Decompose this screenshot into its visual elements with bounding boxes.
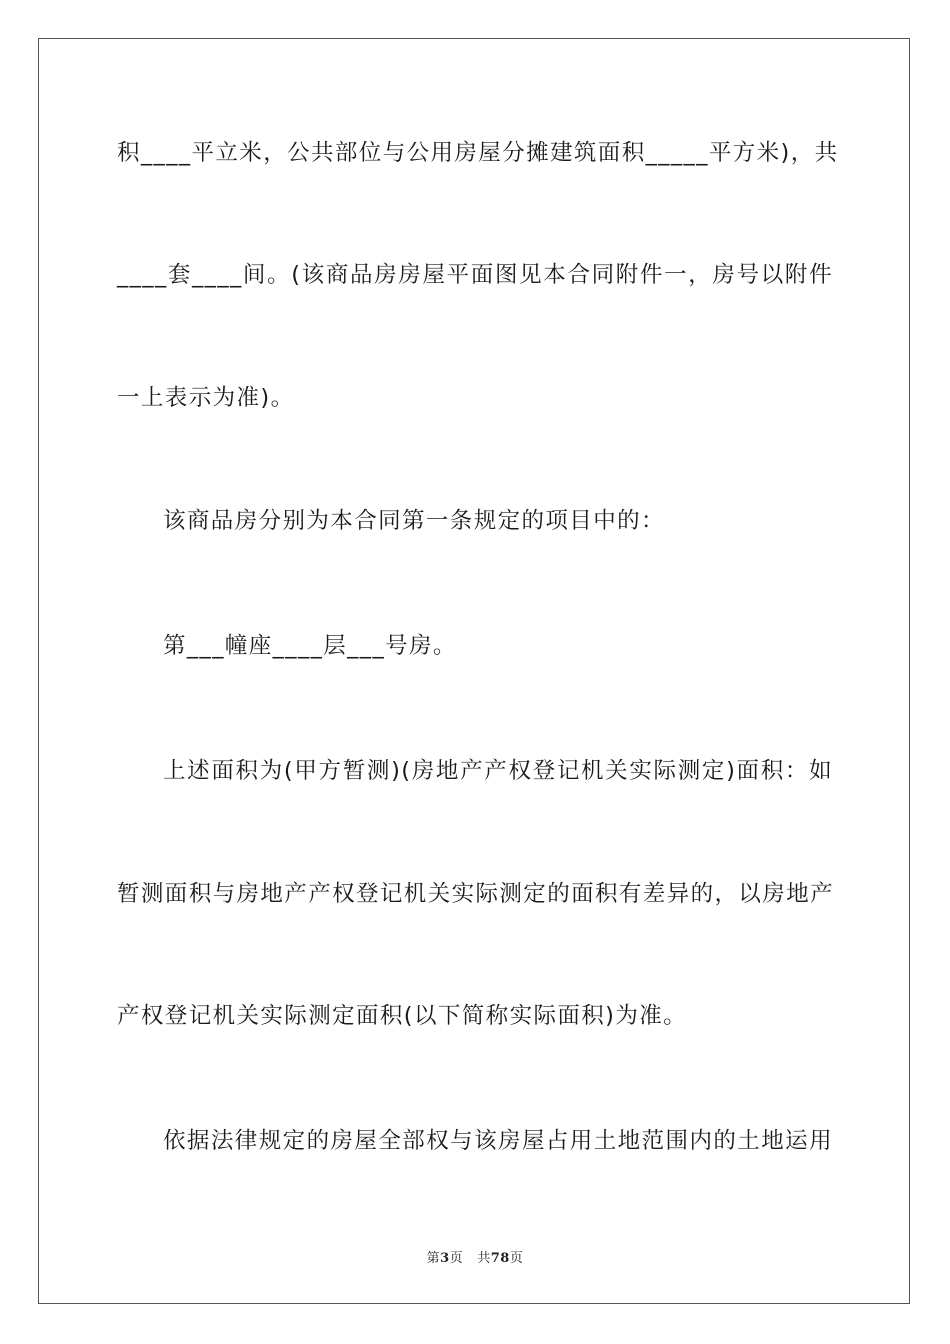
text-line-3: 一上表示为准)。 [117, 385, 295, 411]
paragraph-3-line-1: 第___幢座____层___号房。 [163, 633, 457, 659]
footer-total-suffix: 页 [509, 1251, 524, 1266]
footer-page-number: 3 [440, 1251, 450, 1266]
text-line-1: 积____平立米，公共部位与公用房屋分摊建筑面积_____平方米)，共 [117, 140, 839, 166]
paragraph-4-line-1: 上述面积为(甲方暂测)(房地产产权登记机关实际测定)面积：如 [163, 758, 833, 784]
footer-total-pages: 78 [490, 1251, 510, 1266]
text-line-2: ____套____间。(该商品房房屋平面图见本合同附件一，房号以附件 [117, 262, 833, 288]
page-frame [38, 38, 910, 1304]
paragraph-5-line-1: 依据法律规定的房屋全部权与该房屋占用土地范围内的土地运用 [163, 1128, 833, 1154]
page-footer [0, 1247, 950, 1266]
paragraph-4-line-3: 产权登记机关实际测定面积(以下简称实际面积)为准。 [117, 1003, 688, 1029]
paragraph-2-line-1: 该商品房分别为本合同第一条规定的项目中的： [163, 508, 665, 534]
footer-total-prefix: 共 [477, 1251, 491, 1266]
paragraph-4-line-2: 暂测面积与房地产产权登记机关实际测定的面积有差异的，以房地产 [117, 881, 835, 907]
footer-page-suffix: 页 [449, 1251, 464, 1266]
footer-page-prefix: 第 [426, 1251, 441, 1266]
